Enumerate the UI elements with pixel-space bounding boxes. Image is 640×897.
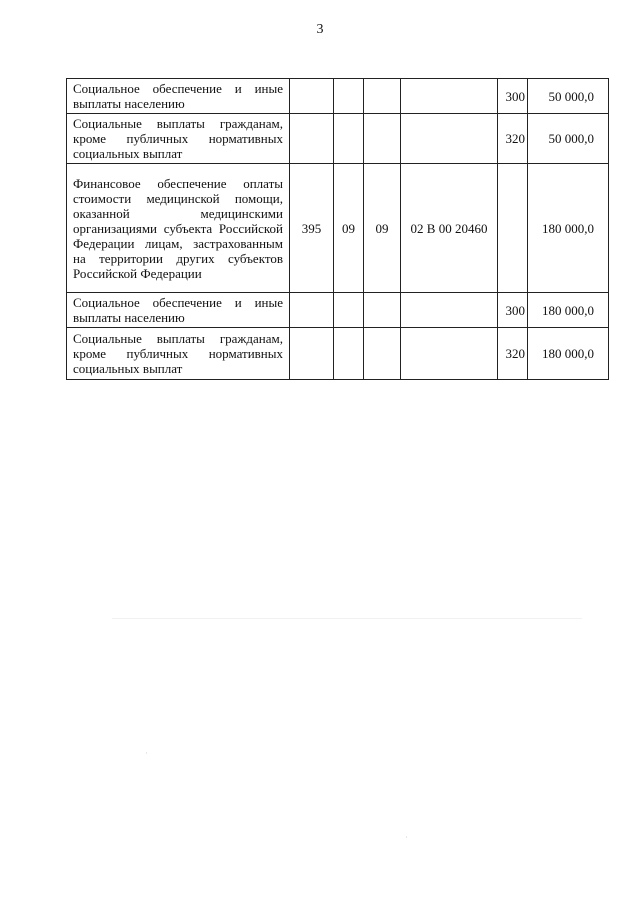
row-grbs bbox=[290, 328, 334, 380]
table-row bbox=[67, 293, 609, 328]
scan-artifact bbox=[146, 752, 147, 754]
row-pr bbox=[364, 114, 401, 164]
row-csr bbox=[401, 79, 498, 114]
row-rz bbox=[334, 79, 364, 114]
budget-table bbox=[66, 78, 609, 380]
row-amount: 180 000,0 bbox=[528, 164, 609, 293]
row-pr: 09 bbox=[364, 164, 401, 293]
table-row bbox=[67, 79, 609, 114]
page-number: 3 bbox=[316, 22, 324, 37]
row-csr bbox=[401, 293, 498, 328]
row-csr bbox=[401, 114, 498, 164]
table-row bbox=[67, 328, 609, 380]
row-vr: 300 bbox=[498, 79, 528, 114]
table-row bbox=[67, 164, 609, 293]
row-amount: 180 000,0 bbox=[528, 328, 609, 380]
row-amount: 180 000,0 bbox=[528, 293, 609, 328]
row-vr bbox=[498, 164, 528, 293]
scan-artifact bbox=[112, 618, 582, 619]
row-vr: 320 bbox=[498, 114, 528, 164]
table-row bbox=[67, 114, 609, 164]
row-grbs: 395 bbox=[290, 164, 334, 293]
row-vr: 320 bbox=[498, 328, 528, 380]
row-pr bbox=[364, 79, 401, 114]
row-amount: 50 000,0 bbox=[528, 114, 609, 164]
scan-artifact bbox=[406, 836, 407, 838]
row-rz bbox=[334, 293, 364, 328]
row-csr bbox=[401, 328, 498, 380]
row-grbs bbox=[290, 293, 334, 328]
row-amount: 50 000,0 bbox=[528, 79, 609, 114]
row-name: Социальные выплаты гражданам, кроме публичных нормативных социальных выплат bbox=[67, 114, 290, 164]
row-grbs bbox=[290, 114, 334, 164]
row-grbs bbox=[290, 79, 334, 114]
row-name: Социальное обеспечение и иные выплаты населению bbox=[67, 293, 290, 328]
row-pr bbox=[364, 293, 401, 328]
row-vr: 300 bbox=[498, 293, 528, 328]
row-rz bbox=[334, 114, 364, 164]
row-rz: 09 bbox=[334, 164, 364, 293]
row-pr bbox=[364, 328, 401, 380]
row-name: Социальное обеспечение и иные выплаты населению bbox=[67, 79, 290, 114]
row-rz bbox=[334, 328, 364, 380]
row-name: Финансовое обеспечение оплаты стоимости медицинской помощи, оказанной медицинскими организациями субъекта Российской Федерации лицам, застрахованным на территории других субъектов Российской Федерации bbox=[67, 164, 290, 293]
row-name: Социальные выплаты гражданам, кроме публичных нормативных социальных выплат bbox=[67, 328, 290, 380]
row-csr: 02 В 00 20460 bbox=[401, 164, 498, 293]
